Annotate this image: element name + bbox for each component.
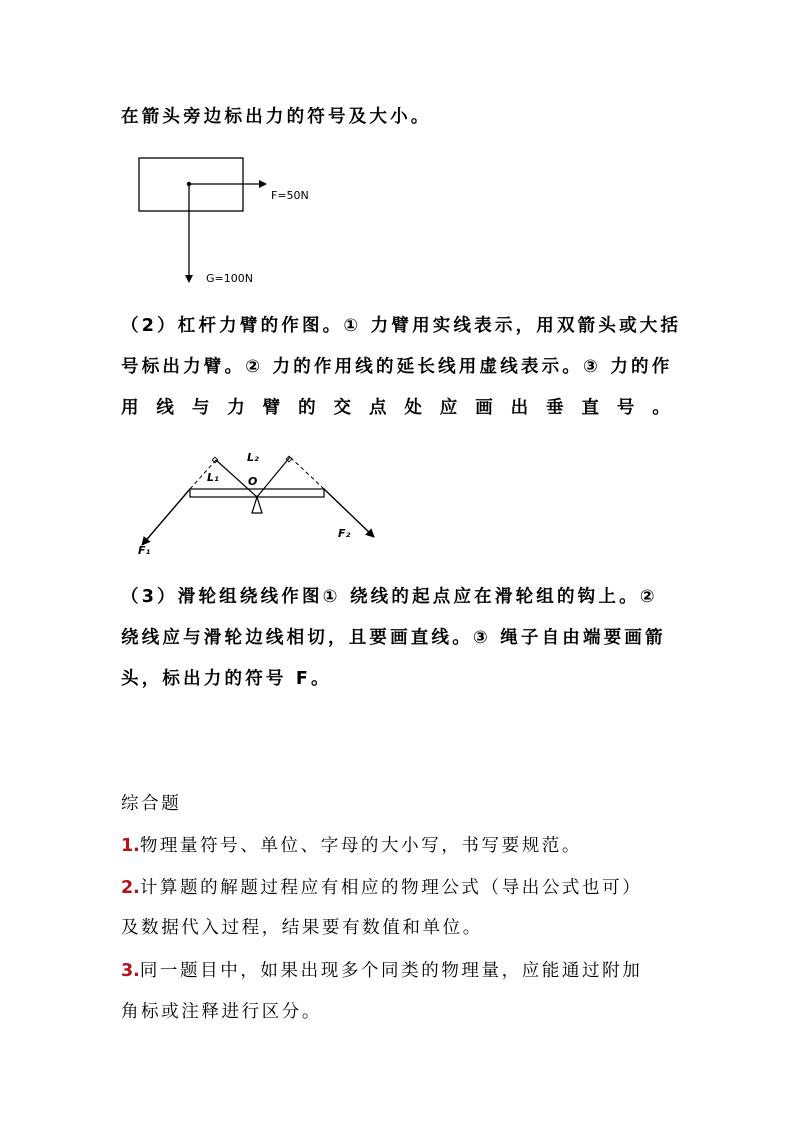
pulley-instructions — [121, 577, 673, 700]
list-item — [121, 876, 642, 900]
item-text: 及数据代入过程，结果要有数值和单位。 — [121, 918, 483, 938]
item-text: 角标或注释进行区分。 — [121, 1002, 322, 1022]
item-text: 计算题的解题过程应有相应的物理公式（导出公式也可） — [139, 878, 643, 898]
item-text: 物理量符号、单位、字母的大小写，书写要规范。 — [139, 836, 583, 856]
lever-diagram — [130, 445, 390, 565]
intro-line: 在箭头旁边标出力的符号及大小。 — [121, 107, 432, 127]
label-o: O — [248, 475, 258, 488]
lever-instructions — [121, 306, 682, 429]
item-number: 2. — [121, 878, 140, 898]
lever-line-2: 号标出力臂。② 力的作用线的延长线用虚线表示。③ 力的作 — [121, 357, 673, 377]
item-number: 3. — [121, 961, 140, 981]
f2-extension-dashed — [290, 457, 324, 489]
force-f1-arrow — [142, 489, 190, 545]
item-number: 1. — [121, 836, 140, 856]
item-text: 同一题目中，如果出现多个同类的物理量，应能通过附加 — [139, 961, 643, 981]
pulley-line-2: 绕线应与滑轮边线相切，且要画直线。③ 绳子自由端要画箭 — [121, 628, 666, 648]
fulcrum — [252, 497, 262, 513]
label-f2: F₂ — [338, 527, 351, 540]
pulley-line-3: 头，标出力的符号 F。 — [121, 669, 332, 689]
list-item — [121, 1000, 322, 1024]
section-title: 综合题 — [121, 794, 182, 814]
lever-line-1: （2）杠杆力臂的作图。① 力臂用实线表示，用双箭头或大括 — [121, 316, 682, 336]
label-l1: L₁ — [207, 471, 219, 484]
list-item — [121, 834, 582, 858]
force-g-label: G=100N — [206, 272, 253, 285]
pulley-line-1: （3）滑轮组绕线作图① 绕线的起点应在滑轮组的钩上。② — [121, 587, 658, 607]
right-angle-mark-1 — [212, 457, 218, 463]
force-f-label: F=50N — [271, 189, 309, 202]
label-l2: L₂ — [247, 451, 259, 464]
lever-line-3: 用线与力臂的交点处应画出垂直号。 — [121, 398, 673, 418]
list-item — [121, 916, 483, 940]
force-diagram — [130, 150, 330, 290]
label-f1: F₁ — [138, 544, 151, 557]
list-item — [121, 959, 642, 983]
